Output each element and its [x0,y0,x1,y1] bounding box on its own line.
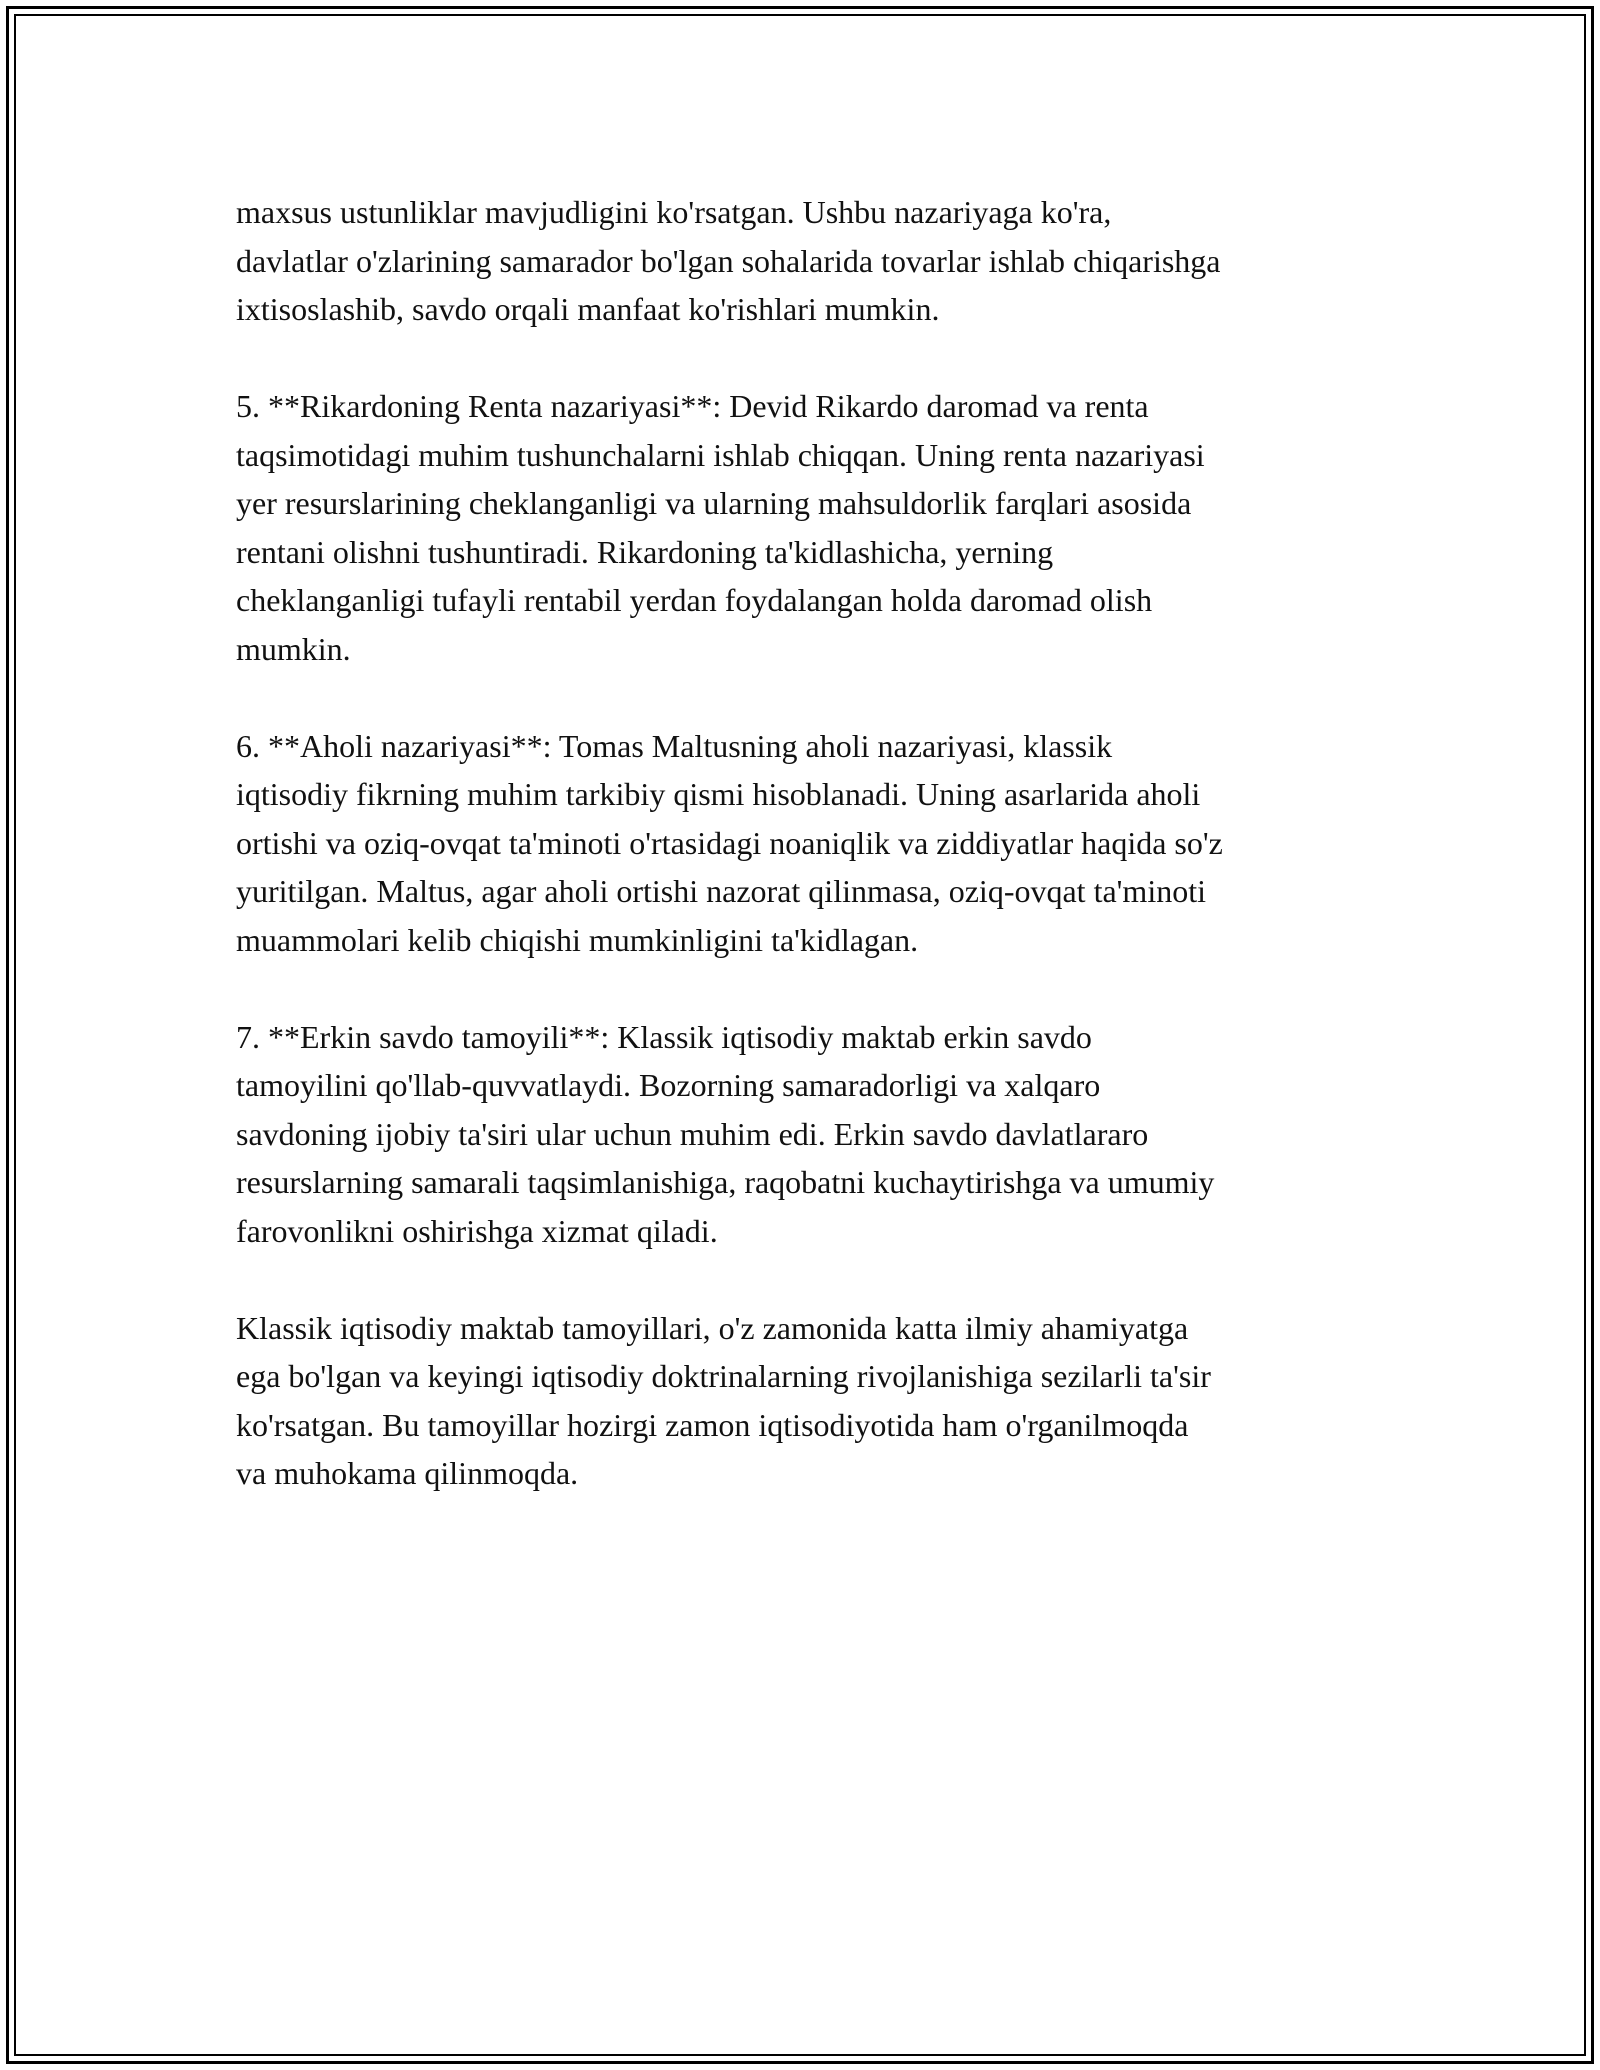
text-line: resurslarning samarali taqsimlanishiga, raqobatni kuchaytirishga va umumiy [236,1164,1215,1200]
text-line: rentani olishni tushuntiradi. Rikardoning ta'kidlashicha, yerning [236,533,1054,570]
text-line: tamoyilini qo'llab-quvvatlaydi. Bozorning samaradorligi va xalqaro [236,1067,1101,1103]
text-line: iqtisodiy fikrning muhim tarkibiy qismi hisoblanadi. Uning asarlarida aholi [236,776,1201,812]
text-line: farovonlikni oshirishga xizmat qiladi. [236,1212,718,1249]
text-line: 7. **Erkin savdo tamoyili**: Klassik iqtisodiy maktab erkin savdo [236,1018,1092,1055]
paragraph-gap [236,334,1376,383]
paragraph-gap [236,1255,1376,1304]
paragraph-free-trade [236,1013,1376,1256]
text-line: taqsimotidagi muhim tushunchalarni ishlab chiqqan. Uning renta nazariyasi [236,436,1205,473]
text-line: yuritilgan. Maltus, agar aholi ortishi nazorat qilinmasa, oziq-ovqat ta'minoti [236,873,1206,909]
text-line: davlatlar o'zlarining samarador bo'lgan sohalarida tovarlar ishlab chiqarishga [236,242,1221,279]
paragraph-renta-theory [236,382,1376,673]
text-line: yer resurslarining cheklanganligi va ularning mahsuldorlik farqlari asosida [236,485,1192,521]
text-line: muammolari kelib chiqishi mumkinligini ta'kidlagan. [236,921,919,958]
paragraph-population-theory [236,722,1376,965]
text-line: ixtisoslashib, savdo orqali manfaat ko'rishlari mumkin. [236,291,940,327]
text-line: Klassik iqtisodiy maktab tamoyillari, o'z zamonida katta ilmiy ahamiyatga [236,1309,1189,1346]
paragraph-continuation [236,188,1376,334]
paragraph-conclusion [236,1304,1376,1498]
document-body [236,188,1376,1498]
text-line: va muhokama qilinmoqda. [236,1455,579,1491]
text-line: ko'rsatgan. Bu tamoyillar hozirgi zamon iqtisodiyotida ham o'rganilmoqda [236,1406,1189,1443]
paragraph-gap [236,673,1376,722]
text-line: 6. **Aholi nazariyasi**: Tomas Maltusning aholi nazariyasi, klassik [236,727,1113,764]
text-line: ortishi va oziq-ovqat ta'minoti o'rtasidagi noaniqlik va ziddiyatlar haqida so'z [236,824,1223,861]
text-line: ega bo'lgan va keyingi iqtisodiy doktrinalarning rivojlanishiga sezilarli ta'sir [236,1358,1211,1394]
text-line: cheklanganligi tufayli rentabil yerdan foydalangan holda daromad olish [236,582,1153,618]
text-line: mumkin. [236,630,351,667]
text-line: maxsus ustunliklar mavjudligini ko'rsatgan. Ushbu nazariyaga ko'ra, [236,194,1112,230]
text-line: savdoning ijobiy ta'siri ular uchun muhim edi. Erkin savdo davlatlararo [236,1115,1149,1152]
paragraph-gap [236,964,1376,1013]
text-line: 5. **Rikardoning Renta nazariyasi**: Devid Rikardo daromad va renta [236,388,1149,424]
